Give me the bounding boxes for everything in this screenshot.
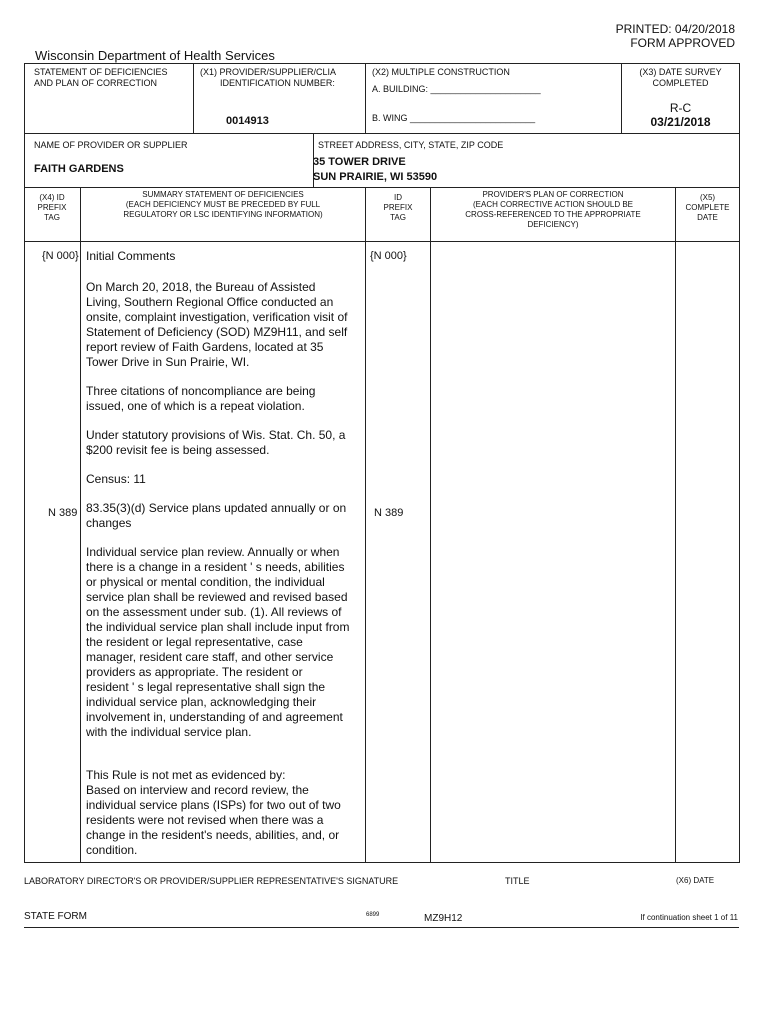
tag-right-n000: {N 000} bbox=[370, 250, 407, 262]
summary-header-1: SUMMARY STATEMENT OF DEFICIENCIES bbox=[142, 190, 304, 199]
form-approved: FORM APPROVED bbox=[630, 36, 735, 50]
census-text: Census: 11 bbox=[86, 472, 146, 486]
x2-label: (X2) MULTIPLE CONSTRUCTION bbox=[372, 67, 510, 77]
x1-id-number: 0014913 bbox=[226, 115, 269, 127]
summary-header-2: (EACH DEFICIENCY MUST BE PRECEDED BY FULL bbox=[125, 200, 321, 209]
plan-header-4: DEFICIENCY) bbox=[527, 220, 579, 229]
plan-header-2: (EACH CORRECTIVE ACTION SHOULD BE bbox=[472, 200, 634, 209]
x1-label-2: IDENTIFICATION NUMBER: bbox=[220, 78, 335, 88]
x3-label-1: (X3) DATE SURVEY bbox=[639, 67, 722, 77]
initial-comments-heading: Initial Comments bbox=[86, 249, 176, 263]
id-header-1: ID bbox=[394, 193, 402, 202]
building-label: A. BUILDING: ______________________ bbox=[372, 84, 541, 94]
provider-name: FAITH GARDENS bbox=[34, 163, 124, 175]
id-header-3: TAG bbox=[390, 213, 406, 222]
rule-text: Individual service plan review. Annually or when there is a change in a resident ' s needs, abilities or physical or mental condition, the individual service plan shall be reviewed and revised based on the assessment under sub. (1). All reviews of the individual service plan shall include input from the resident or legal representative, case manager, resident care staff, and other service providers as appropriate. The resident or resident ' s legal representative shall sign the individual service plan, acknowledging their involvement in, understanding of and agreement with the individual service plan. bbox=[86, 545, 350, 739]
statement-label-1: STATEMENT OF DEFICIENCIES bbox=[34, 67, 168, 77]
agency-name: Wisconsin Department of Health Services bbox=[35, 48, 275, 63]
form-number: 6899 bbox=[366, 912, 380, 918]
deficiency-paragraph-1: On March 20, 2018, the Bureau of Assisted Living, Southern Regional Office conducted an onsite, complaint investigation, verification visit of Statement of Deficiency (SOD) MZ9H11, and self report review of Faith Gardens, located at 35 Tower Drive in Sun Prairie, WI. bbox=[86, 280, 348, 369]
x5-header-1: (X5) bbox=[699, 193, 716, 202]
event-id: MZ9H12 bbox=[424, 913, 463, 924]
tag-left-n000: {N 000} bbox=[42, 250, 79, 262]
x3-label-2: COMPLETED bbox=[652, 78, 709, 88]
finding-text: This Rule is not met as evidenced by: Based on interview and record review, the individual service plans (ISPs) for two out of two residents were not revised when there was a change in the resident's needs, abilities, and, or condition. bbox=[86, 768, 341, 857]
city-state-zip: SUN PRAIRIE, WI 53590 bbox=[313, 171, 438, 183]
deficiency-paragraph-2: Three citations of noncompliance are being issued, one of which is a repeat violation. bbox=[86, 384, 316, 413]
x5-header-2: COMPLETE bbox=[685, 203, 730, 212]
statement-label-2: AND PLAN OF CORRECTION bbox=[34, 78, 158, 88]
address-label: STREET ADDRESS, CITY, STATE, ZIP CODE bbox=[318, 140, 504, 150]
x3-code: R-C bbox=[669, 101, 692, 115]
rule-title: 83.35(3)(d) Service plans updated annually or on changes bbox=[86, 501, 347, 530]
id-header-2: PREFIX bbox=[383, 203, 413, 212]
plan-header-3: CROSS-REFERENCED TO THE APPROPRIATE bbox=[465, 210, 641, 219]
provider-name-label: NAME OF PROVIDER OR SUPPLIER bbox=[34, 140, 188, 150]
printed-date: PRINTED: 04/20/2018 bbox=[615, 22, 735, 36]
x1-label-1: (X1) PROVIDER/SUPPLIER/CLIA bbox=[200, 67, 337, 77]
x4-header-3: TAG bbox=[44, 213, 60, 222]
x4-header-2: PREFIX bbox=[37, 203, 67, 212]
x3-date: 03/21/2018 bbox=[650, 115, 711, 129]
x6-date-label: (X6) DATE bbox=[676, 876, 715, 885]
plan-header-1: PROVIDER'S PLAN OF CORRECTION bbox=[482, 190, 624, 199]
summary-header-3: REGULATORY OR LSC IDENTIFYING INFORMATION) bbox=[123, 210, 323, 219]
deficiency-paragraph-3: Under statutory provisions of Wis. Stat. Ch. 50, a $200 revisit fee is being assessed. bbox=[86, 428, 346, 457]
tag-left-n389: N 389 bbox=[48, 507, 78, 519]
continuation-sheet: If continuation sheet 1 of 11 bbox=[640, 913, 738, 922]
tag-right-n389: N 389 bbox=[374, 507, 404, 519]
wing-label: B. WING _________________________ bbox=[372, 113, 536, 123]
signature-label: LABORATORY DIRECTOR'S OR PROVIDER/SUPPLIER REPRESENTATIVE'S SIGNATURE bbox=[24, 876, 399, 886]
street-address: 35 TOWER DRIVE bbox=[313, 156, 406, 168]
x4-header-1: (X4) ID bbox=[39, 193, 65, 202]
x5-header-3: DATE bbox=[697, 213, 718, 222]
title-label: TITLE bbox=[505, 876, 530, 886]
state-form-label: STATE FORM bbox=[24, 911, 87, 922]
